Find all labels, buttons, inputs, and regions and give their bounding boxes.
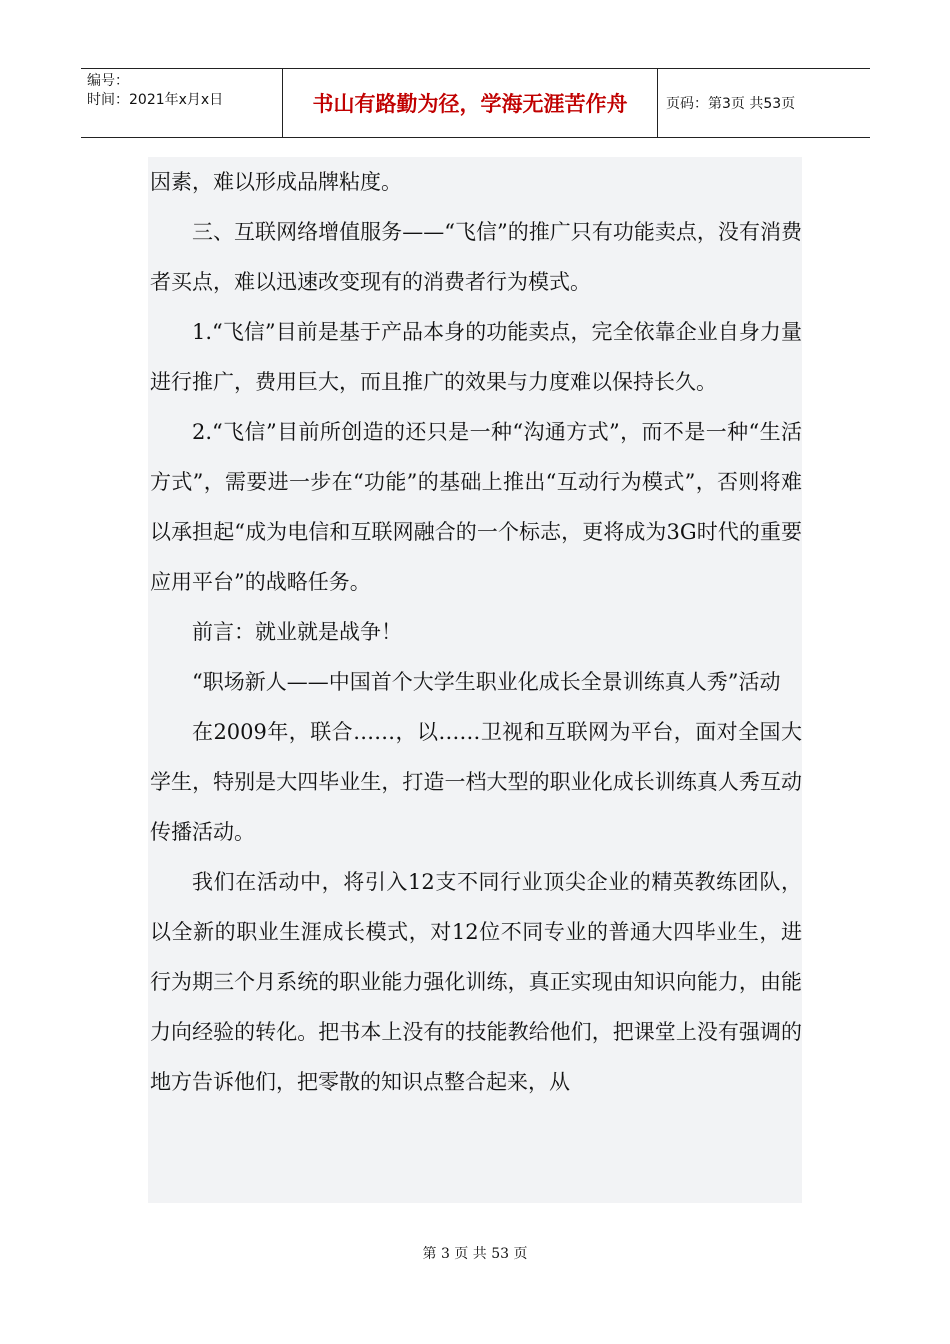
paragraph: 1.“飞信”目前是基于产品本身的功能卖点，完全依靠企业自身力量进行推广，费用巨大，而且推广的效果与力度难以保持长久。 [150,320,802,394]
header-meta [81,69,283,137]
document-body [148,157,802,1203]
paragraph: 前言：就业就是战争！ [192,620,402,644]
paragraph: 因素，难以形成品牌粘度。 [150,170,402,194]
paragraph: “职场新人——中国首个大学生职业化成长全景训练真人秀”活动 [192,670,781,694]
header-motto: 书山有路勤为径，学海无涯苦作舟 [283,69,658,137]
date-label: 时间：2021年x月x日 [87,92,224,108]
paragraph: 我们在活动中，将引入12支不同行业顶尖企业的精英教练团队，以全新的职业生涯成长模式，对12位不同专业的普通大四毕业生，进行为期三个月系统的职业能力强化训练，真正实现由知识向能力，由能力向经验的转化。把书本上没有的技能教给他们，把课堂上没有强调的地方告诉他们，把零散的知识点整合起来，从 [150,870,802,1094]
page-footer: 第 3 页 共 53 页 [422,1246,528,1262]
paragraph: 三、互联网络增值服务——“飞信”的推广只有功能卖点，没有消费者买点，难以迅速改变现有的消费者行为模式。 [150,220,802,294]
paragraph: 在2009年，联合……，以……卫视和互联网为平台，面对全国大学生，特别是大四毕业生，打造一档大型的职业化成长训练真人秀互动传播活动。 [150,720,802,844]
page-header [81,68,870,138]
header-page-label: 页码：第3页 共53页 [666,96,796,112]
paragraph: 2.“飞信”目前所创造的还只是一种“沟通方式”，而不是一种“生活方式”，需要进一步在“功能”的基础上推出“互动行为模式”，否则将难以承担起“成为电信和互联网融合的一个标志，更将成为3G时代的重要应用平台”的战略任务。 [150,420,802,594]
number-label: 编号： [87,73,129,89]
